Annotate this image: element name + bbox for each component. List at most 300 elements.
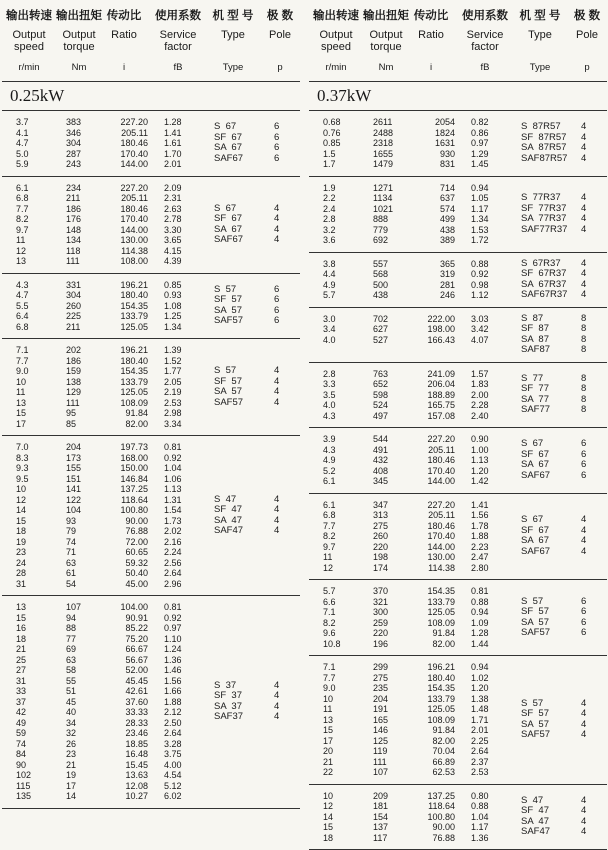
output-torque-cell: 321 <box>373 597 403 608</box>
model-type-cell: SF 57 <box>214 377 266 388</box>
model-type-cell: S 77 <box>521 374 573 385</box>
ratio-cell: 150.00 <box>106 463 148 474</box>
ratio-cell: 1631 <box>413 138 455 149</box>
output-speed-cell: 5.7 <box>323 290 349 301</box>
output-speed-cell: 6.1 <box>16 183 42 194</box>
output-speed-cell: 16 <box>16 623 42 634</box>
service-factor-cell: 1.46 <box>164 665 194 676</box>
pole-cell: 4 <box>581 709 601 720</box>
ratio-cell: 37.60 <box>106 697 148 708</box>
model-type-cell: SF 57 <box>521 607 573 618</box>
service-factor-cell: 2.47 <box>471 552 501 563</box>
service-factor-cell: 1.04 <box>164 463 194 474</box>
model-type-cell: SA 47 <box>521 817 573 828</box>
output-torque-cell: 2611 <box>373 117 403 128</box>
output-torque-cell: 345 <box>373 476 403 487</box>
header-en-label: Output torque <box>361 29 411 53</box>
service-factor-cell: 1.41 <box>164 128 194 139</box>
pole-cell: 4 <box>274 702 294 713</box>
service-factor-cell: 3.34 <box>164 419 194 430</box>
ratio-cell: 42.61 <box>106 686 148 697</box>
table-header <box>2 3 300 82</box>
table-row <box>2 408 300 419</box>
ratio-cell: 91.84 <box>413 628 455 639</box>
output-speed-cell: 4.0 <box>323 400 349 411</box>
output-torque-cell: 235 <box>373 683 403 694</box>
pole-cell: 6 <box>274 285 294 296</box>
table-row <box>2 442 300 453</box>
service-factor-cell: 2.78 <box>164 214 194 225</box>
output-torque-cell: 111 <box>373 757 403 768</box>
service-factor-cell: 1.72 <box>471 235 501 246</box>
model-row <box>309 536 607 547</box>
output-torque-cell: 209 <box>373 791 403 802</box>
pole-cell: 6 <box>581 471 601 482</box>
service-factor-cell: 2.09 <box>164 183 194 194</box>
model-type-cell: SA 67 <box>521 460 573 471</box>
ratio-cell: 125.05 <box>106 387 148 398</box>
service-factor-cell: 1.24 <box>164 644 194 655</box>
output-torque-cell: 204 <box>66 442 96 453</box>
service-factor-cell: 0.92 <box>471 269 501 280</box>
pole-cell: 4 <box>581 133 601 144</box>
model-row <box>2 316 300 327</box>
model-row <box>2 143 300 154</box>
output-speed-cell: 9.7 <box>323 542 349 553</box>
model-type-cell: SF 87R57 <box>521 133 573 144</box>
service-factor-cell: 0.97 <box>471 138 501 149</box>
output-torque-cell: 54 <box>66 579 96 590</box>
ratio-cell: 206.04 <box>413 379 455 390</box>
table-row <box>2 770 300 781</box>
output-torque-cell: 259 <box>373 618 403 629</box>
service-factor-cell: 6.02 <box>164 791 194 802</box>
output-torque-cell: 491 <box>373 445 403 456</box>
output-torque-cell: 23 <box>66 749 96 760</box>
output-speed-cell: 17 <box>16 419 42 430</box>
model-type-cell: SAF57 <box>214 316 266 327</box>
header-cn-label: 机 型 号 <box>514 3 566 23</box>
service-factor-cell: 1.05 <box>471 193 501 204</box>
table-row <box>309 586 607 597</box>
output-torque-cell: 888 <box>373 214 403 225</box>
output-speed-cell: 37 <box>16 697 42 708</box>
output-torque-cell: 146 <box>373 725 403 736</box>
ratio-cell: 91.84 <box>106 408 148 419</box>
output-torque-cell: 69 <box>66 644 96 655</box>
pole-cell: 4 <box>274 204 294 215</box>
output-torque-cell: 21 <box>66 760 96 771</box>
table-row <box>2 419 300 430</box>
header-en-label: Type <box>207 29 259 41</box>
table-row <box>309 757 607 768</box>
model-row <box>309 154 607 165</box>
model-type-cell: S 37 <box>214 681 266 692</box>
output-torque-cell: 88 <box>66 623 96 634</box>
output-speed-cell: 135 <box>16 791 42 802</box>
output-torque-cell: 1479 <box>373 159 403 170</box>
service-factor-cell: 4.07 <box>471 335 501 346</box>
model-type-cell: SA 67R37 <box>521 280 573 291</box>
model-type-cell: S 67R37 <box>521 259 573 270</box>
output-speed-cell: 74 <box>16 739 42 750</box>
header-cn-label: 传动比 <box>100 3 148 23</box>
output-torque-cell: 331 <box>66 280 96 291</box>
table-row <box>2 345 300 356</box>
service-factor-cell: 3.75 <box>164 749 194 760</box>
pole-cell: 6 <box>581 607 601 618</box>
service-factor-cell: 0.92 <box>164 453 194 464</box>
ratio-cell: 168.00 <box>106 453 148 464</box>
output-speed-cell: 4.0 <box>323 335 349 346</box>
model-row <box>309 471 607 482</box>
ratio-cell: 45.00 <box>106 579 148 590</box>
output-speed-cell: 31 <box>16 676 42 687</box>
model-type-cell: SAF67 <box>214 235 266 246</box>
header-cn-label: 传动比 <box>407 3 455 23</box>
pole-cell: 6 <box>581 618 601 629</box>
ratio-cell: 76.88 <box>106 526 148 537</box>
output-speed-cell: 3.4 <box>323 324 349 335</box>
pole-cell: 8 <box>581 384 601 395</box>
output-speed-cell: 4.3 <box>323 445 349 456</box>
pole-cell: 4 <box>581 515 601 526</box>
power-title: 0.25kW <box>2 82 300 111</box>
output-speed-cell: 4.3 <box>323 411 349 422</box>
header-en-label: Output speed <box>309 29 363 53</box>
data-group <box>309 428 607 494</box>
output-speed-cell: 102 <box>16 770 42 781</box>
model-type-cell: S 57 <box>521 597 573 608</box>
model-type-cell: SF 37 <box>214 691 266 702</box>
ratio-cell: 205.11 <box>106 193 148 204</box>
pole-cell: 4 <box>274 235 294 246</box>
output-speed-cell: 24 <box>16 558 42 569</box>
model-row <box>309 597 607 608</box>
table-row <box>309 683 607 694</box>
service-factor-cell: 1.71 <box>471 715 501 726</box>
output-torque-cell: 26 <box>66 739 96 750</box>
ratio-cell: 15.45 <box>106 760 148 771</box>
output-speed-cell: 15 <box>16 613 42 624</box>
model-type-cell: SF 47 <box>521 806 573 817</box>
header-col <box>207 3 259 41</box>
output-torque-cell: 104 <box>66 505 96 516</box>
ratio-cell: 180.46 <box>106 204 148 215</box>
model-row <box>2 526 300 537</box>
ratio-cell: 59.32 <box>106 558 148 569</box>
pole-cell: 4 <box>274 377 294 388</box>
service-factor-cell: 1.00 <box>471 445 501 456</box>
service-factor-cell: 1.20 <box>471 466 501 477</box>
output-torque-cell: 527 <box>373 335 403 346</box>
output-speed-cell: 9.0 <box>16 366 42 377</box>
pole-cell: 6 <box>581 628 601 639</box>
ratio-cell: 227.20 <box>413 500 455 511</box>
ratio-cell: 180.40 <box>106 356 148 367</box>
output-torque-cell: 17 <box>66 781 96 792</box>
output-speed-cell: 21 <box>323 757 349 768</box>
table-row <box>2 602 300 613</box>
output-speed-cell: 11 <box>16 387 42 398</box>
model-row <box>309 193 607 204</box>
ratio-cell: 137.25 <box>106 484 148 495</box>
output-torque-cell: 2488 <box>373 128 403 139</box>
service-factor-cell: 2.31 <box>164 193 194 204</box>
service-factor-cell: 1.53 <box>471 225 501 236</box>
output-speed-cell: 33 <box>16 686 42 697</box>
ratio-cell: 133.79 <box>413 597 455 608</box>
model-row <box>309 699 607 710</box>
service-factor-cell: 0.88 <box>471 259 501 270</box>
output-torque-cell: 497 <box>373 411 403 422</box>
pole-cell: 4 <box>274 225 294 236</box>
table-row <box>2 356 300 367</box>
ratio-cell: 180.40 <box>106 290 148 301</box>
ratio-cell: 90.91 <box>106 613 148 624</box>
output-torque-cell: 1134 <box>373 193 403 204</box>
ratio-cell: 118.64 <box>413 801 455 812</box>
ratio-cell: 170.40 <box>413 466 455 477</box>
pole-cell: 8 <box>581 335 601 346</box>
output-speed-cell: 15 <box>16 516 42 527</box>
model-type-cell: SF 67 <box>521 450 573 461</box>
header-col <box>54 3 104 53</box>
model-row <box>309 709 607 720</box>
output-torque-cell: 71 <box>66 547 96 558</box>
model-type-cell: SA 57 <box>214 306 266 317</box>
service-factor-cell: 0.80 <box>471 791 501 802</box>
service-factor-cell: 1.20 <box>471 683 501 694</box>
table-row <box>2 463 300 474</box>
output-speed-cell: 18 <box>16 634 42 645</box>
output-speed-cell: 13 <box>323 715 349 726</box>
service-factor-cell: 1.09 <box>471 618 501 629</box>
header-col <box>407 3 455 41</box>
output-speed-cell: 19 <box>16 537 42 548</box>
table-row <box>309 235 607 246</box>
data-group <box>2 436 300 596</box>
output-speed-cell: 11 <box>16 235 42 246</box>
output-torque-cell: 107 <box>66 602 96 613</box>
service-factor-cell: 1.31 <box>164 495 194 506</box>
output-torque-cell: 134 <box>66 235 96 246</box>
model-row <box>309 384 607 395</box>
table-row <box>309 639 607 650</box>
output-speed-cell: 12 <box>16 246 42 257</box>
output-speed-cell: 18 <box>323 833 349 844</box>
pole-cell: 4 <box>274 366 294 377</box>
output-speed-cell: 6.1 <box>323 476 349 487</box>
pole-cell: 6 <box>581 460 601 471</box>
model-row <box>2 712 300 723</box>
service-factor-cell: 1.36 <box>164 655 194 666</box>
service-factor-cell: 1.88 <box>471 531 501 542</box>
service-factor-cell: 1.52 <box>164 356 194 367</box>
output-speed-cell: 8.3 <box>16 453 42 464</box>
model-type-cell: SA 67 <box>214 143 266 154</box>
ratio-cell: 66.89 <box>413 757 455 768</box>
ratio-cell: 157.08 <box>413 411 455 422</box>
ratio-cell: 154.35 <box>413 683 455 694</box>
output-torque-cell: 408 <box>373 466 403 477</box>
output-speed-cell: 28 <box>16 568 42 579</box>
model-row <box>2 225 300 236</box>
output-torque-cell: 125 <box>373 736 403 747</box>
model-row <box>309 374 607 385</box>
header-unit: p <box>567 62 607 73</box>
header-cn-label: 使用系数 <box>456 3 514 23</box>
output-torque-cell: 138 <box>66 377 96 388</box>
header-en-label: Ratio <box>407 29 455 41</box>
model-row <box>309 547 607 558</box>
header-col <box>514 3 566 41</box>
model-type-cell: S 67 <box>521 515 573 526</box>
output-torque-cell: 313 <box>373 510 403 521</box>
model-row <box>309 806 607 817</box>
output-speed-cell: 1.9 <box>323 183 349 194</box>
output-speed-cell: 7.7 <box>323 673 349 684</box>
service-factor-cell: 0.90 <box>471 434 501 445</box>
header-cn-label: 输出转速 <box>309 3 363 23</box>
service-factor-cell: 0.94 <box>471 183 501 194</box>
header-cn-label: 输出扭矩 <box>361 3 411 23</box>
service-factor-cell: 1.56 <box>471 510 501 521</box>
output-torque-cell: 45 <box>66 697 96 708</box>
data-group <box>2 596 300 809</box>
service-factor-cell: 0.92 <box>164 613 194 624</box>
service-factor-cell: 2.37 <box>471 757 501 768</box>
output-torque-cell: 275 <box>373 521 403 532</box>
output-torque-cell: 260 <box>66 301 96 312</box>
service-factor-cell: 2.64 <box>164 568 194 579</box>
model-type-cell: SAF57 <box>214 398 266 409</box>
output-speed-cell: 2.8 <box>323 214 349 225</box>
service-factor-cell: 1.34 <box>164 322 194 333</box>
service-factor-cell: 5.12 <box>164 781 194 792</box>
pole-cell: 6 <box>581 439 601 450</box>
output-speed-cell: 3.3 <box>323 379 349 390</box>
model-row <box>309 290 607 301</box>
data-group <box>309 308 607 363</box>
output-torque-cell: 93 <box>66 516 96 527</box>
output-speed-cell: 12 <box>323 801 349 812</box>
output-torque-cell: 186 <box>66 204 96 215</box>
model-type-cell: SAF87R57 <box>521 154 573 165</box>
model-type-cell: SAF67 <box>214 154 266 165</box>
output-speed-cell: 10.8 <box>323 639 349 650</box>
model-type-cell: SAF57 <box>521 730 573 741</box>
output-speed-cell: 3.2 <box>323 225 349 236</box>
table-row <box>2 791 300 802</box>
model-row <box>309 395 607 406</box>
table-row <box>2 760 300 771</box>
output-torque-cell: 155 <box>66 463 96 474</box>
output-speed-cell: 84 <box>16 749 42 760</box>
service-factor-cell: 2.50 <box>164 718 194 729</box>
ratio-cell: 930 <box>413 149 455 160</box>
output-torque-cell: 151 <box>66 474 96 485</box>
pole-cell: 6 <box>274 306 294 317</box>
output-speed-cell: 14 <box>323 812 349 823</box>
pole-cell: 4 <box>581 547 601 558</box>
ratio-cell: 180.46 <box>106 138 148 149</box>
model-row <box>309 796 607 807</box>
model-type-cell: SF 57 <box>521 709 573 720</box>
table-row <box>2 644 300 655</box>
service-factor-cell: 4.54 <box>164 770 194 781</box>
ratio-cell: 574 <box>413 204 455 215</box>
model-type-cell: SA 87 <box>521 335 573 346</box>
model-row <box>2 387 300 398</box>
service-factor-cell: 2.12 <box>164 707 194 718</box>
ratio-cell: 125.05 <box>413 704 455 715</box>
service-factor-cell: 0.97 <box>164 623 194 634</box>
output-speed-cell: 17 <box>323 736 349 747</box>
pole-cell: 4 <box>274 516 294 527</box>
output-speed-cell: 23 <box>16 547 42 558</box>
output-torque-cell: 111 <box>66 256 96 267</box>
output-torque-cell: 1271 <box>373 183 403 194</box>
model-type-cell: SAF47 <box>214 526 266 537</box>
ratio-cell: 104.00 <box>106 602 148 613</box>
ratio-cell: 28.33 <box>106 718 148 729</box>
model-type-cell: SA 87R57 <box>521 143 573 154</box>
output-torque-cell: 119 <box>373 746 403 757</box>
ratio-cell: 50.40 <box>106 568 148 579</box>
model-row <box>2 398 300 409</box>
ratio-cell: 100.80 <box>413 812 455 823</box>
ratio-cell: 170.40 <box>106 149 148 160</box>
output-torque-cell: 652 <box>373 379 403 390</box>
service-factor-cell: 2.63 <box>164 204 194 215</box>
output-speed-cell: 25 <box>16 655 42 666</box>
pole-cell: 4 <box>581 204 601 215</box>
output-torque-cell: 500 <box>373 280 403 291</box>
output-torque-cell: 243 <box>66 159 96 170</box>
ratio-cell: 196.21 <box>106 280 148 291</box>
header-col <box>567 3 607 41</box>
output-torque-cell: 220 <box>373 542 403 553</box>
model-type-cell: SA 67 <box>214 225 266 236</box>
output-torque-cell: 299 <box>373 662 403 673</box>
output-speed-cell: 9.6 <box>323 628 349 639</box>
model-type-cell: SAF67 <box>521 471 573 482</box>
pole-cell: 4 <box>581 796 601 807</box>
pole-cell: 8 <box>581 314 601 325</box>
ratio-cell: 118.64 <box>106 495 148 506</box>
service-factor-cell: 1.77 <box>164 366 194 377</box>
model-type-cell: SF 67 <box>214 214 266 225</box>
output-torque-cell: 19 <box>66 770 96 781</box>
output-torque-cell: 165 <box>373 715 403 726</box>
ratio-cell: 205.11 <box>413 445 455 456</box>
output-speed-cell: 1.5 <box>323 149 349 160</box>
output-speed-cell: 6.4 <box>16 311 42 322</box>
table-row <box>2 537 300 548</box>
data-group <box>309 656 607 785</box>
output-speed-cell: 7.0 <box>16 442 42 453</box>
output-torque-cell: 287 <box>66 149 96 160</box>
model-type-cell: S 57 <box>214 366 266 377</box>
service-factor-cell: 2.80 <box>471 563 501 574</box>
model-type-cell: SA 57 <box>521 618 573 629</box>
ratio-cell: 714 <box>413 183 455 194</box>
ratio-cell: 170.40 <box>106 214 148 225</box>
pole-cell: 8 <box>581 374 601 385</box>
model-row <box>309 225 607 236</box>
header-unit: r/min <box>2 62 56 73</box>
